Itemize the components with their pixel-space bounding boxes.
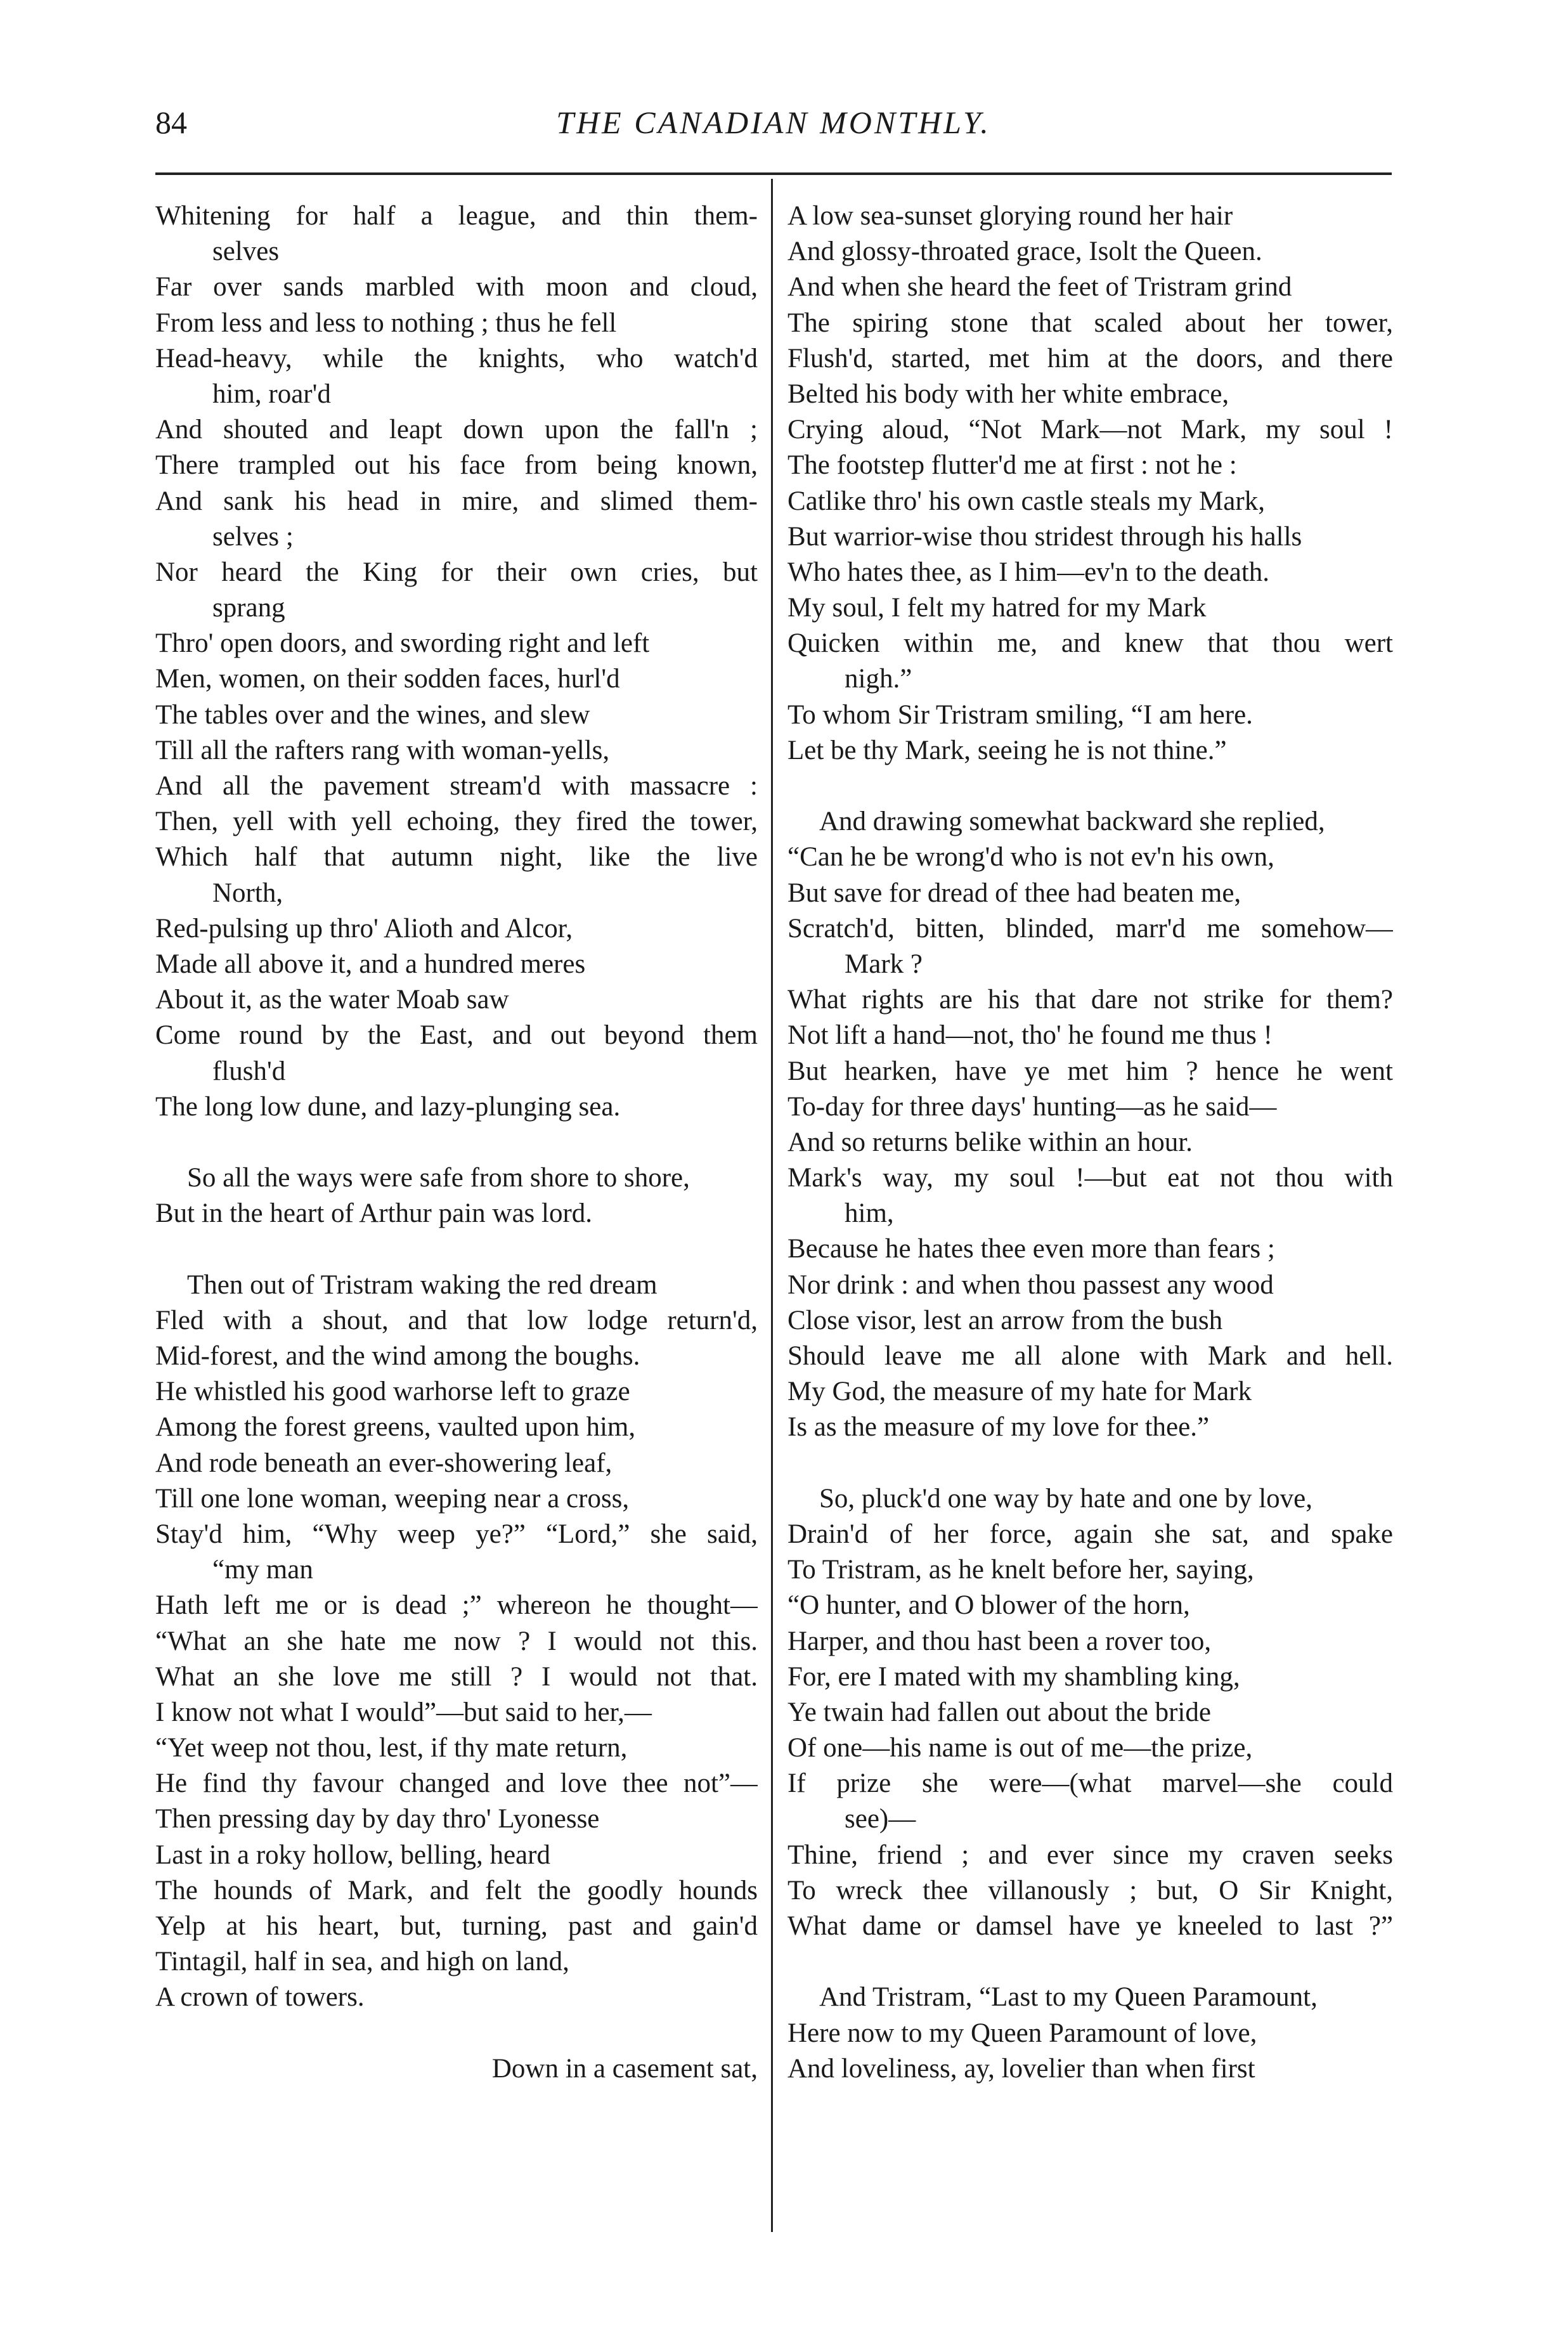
poem-line: A crown of towers. — [155, 1982, 365, 2013]
poem-line: Mark ? — [845, 949, 923, 979]
poem-line: To whom Sir Tristram smiling, “I am here. — [787, 699, 1253, 730]
poem-line: So all the ways were safe from shore to shore, — [187, 1163, 690, 1193]
poem-line: see)— — [845, 1804, 916, 1834]
column-divider — [771, 179, 773, 2232]
poem-line: Mark's way, my soul !—but eat not thou with — [787, 1163, 1393, 1193]
poem-line: “Can he be wrong'd who is not ev'n his own, — [787, 842, 1274, 873]
poem-line: Let be thy Mark, seeing he is not thine.” — [787, 735, 1227, 765]
poem-line: What dame or damsel have ye kneeled to last ?” — [787, 1911, 1393, 1941]
poem-line: The tables over and the wines, and slew — [155, 699, 590, 730]
page-number: 84 — [155, 105, 187, 140]
poem-line: Nor heard the King for their own cries, but — [155, 557, 758, 587]
poem-line: selves ; — [212, 521, 294, 552]
poem-line: Whitening for half a league, and thin them- — [155, 201, 758, 231]
poem-line: Come round by the East, and out beyond them — [155, 1020, 758, 1051]
page-header — [155, 107, 1392, 164]
poem-line: What an she love me still ? I would not that. — [155, 1661, 758, 1692]
poem-line: Till one lone woman, weeping near a cross, — [155, 1483, 630, 1514]
poem-line: Yelp at his heart, but, turning, past and gain'd — [155, 1911, 758, 1941]
poem-line: selves — [212, 237, 280, 267]
poem-line: Catlike thro' his own castle steals my Mark, — [787, 486, 1265, 516]
poem-line: He find thy favour changed and love thee not”— — [155, 1768, 758, 1799]
poem-line: Ye twain had fallen out about the bride — [787, 1697, 1211, 1727]
poem-line: Last in a roky hollow, belling, heard — [155, 1840, 550, 1870]
poem-line: A low sea-sunset glorying round her hair — [787, 201, 1233, 231]
poem-line: And drawing somewhat backward she replied, — [819, 807, 1325, 837]
poem-line: But save for dread of thee had beaten me, — [787, 878, 1241, 908]
poem-line: North, — [212, 878, 283, 908]
poem-line: My soul, I felt my hatred for my Mark — [787, 593, 1207, 623]
poem-line: Hath left me or is dead ;” whereon he thought— — [155, 1590, 758, 1621]
poem-line: Belted his body with her white embrace, — [787, 379, 1229, 409]
stanza-break — [155, 1125, 758, 1160]
poem-line: Should leave me all alone with Mark and hell. — [787, 1341, 1393, 1371]
poem-line: Thro' open doors, and swording right and left — [155, 628, 650, 659]
poem-line: And shouted and leapt down upon the fall'n ; — [155, 415, 758, 445]
poem-line: Who hates thee, as I him—ev'n to the death. — [787, 557, 1270, 587]
poem-line: him, roar'd — [212, 379, 331, 409]
poem-line: “O hunter, and O blower of the horn, — [787, 1590, 1190, 1621]
poem-line: Harper, and thou hast been a rover too, — [787, 1626, 1212, 1656]
poem-line: Crying aloud, “Not Mark—not Mark, my soul ! — [787, 415, 1393, 445]
poem-line: To-day for three days' hunting—as he said— — [787, 1091, 1277, 1122]
poem-line: nigh.” — [845, 664, 912, 694]
poem-line: Tintagil, half in sea, and high on land, — [155, 1947, 569, 1977]
poem-line: Among the forest greens, vaulted upon him, — [155, 1412, 636, 1443]
poem-line: Is as the measure of my love for thee.” — [787, 1412, 1210, 1443]
poem-line: And sank his head in mire, and slimed them- — [155, 486, 758, 516]
poem-line: But hearken, have ye met him ? hence he went — [787, 1056, 1393, 1086]
poem-line: Quicken within me, and knew that thou wert — [787, 628, 1393, 659]
poem-line: Which half that autumn night, like the live — [155, 842, 758, 873]
poem-line: sprang — [212, 593, 285, 623]
poem-line: About it, as the water Moab saw — [155, 985, 509, 1015]
poem-line: Far over sands marbled with moon and cloud, — [155, 272, 758, 302]
poem-line: Head-heavy, while the knights, who watch'd — [155, 343, 758, 373]
poem-line: So, pluck'd one way by hate and one by love, — [819, 1483, 1312, 1514]
right-column — [787, 198, 1393, 2087]
poem-line: Then, yell with yell echoing, they fired the tower, — [155, 807, 758, 837]
poem-line: Red-pulsing up thro' Alioth and Alcor, — [155, 913, 573, 944]
poem-line: My God, the measure of my hate for Mark — [787, 1377, 1252, 1407]
left-column — [155, 198, 758, 2087]
poem-line: But warrior-wise thou stridest through his halls — [787, 521, 1302, 552]
poem-line: Stay'd him, “Why weep ye?” “Lord,” she said, — [155, 1519, 758, 1549]
poem-line: And all the pavement stream'd with massacre : — [155, 771, 758, 801]
poem-line: The hounds of Mark, and felt the goodly hounds — [155, 1875, 758, 1905]
poem-line: Made all above it, and a hundred meres — [155, 949, 586, 979]
stanza-break — [787, 769, 1393, 804]
poem-line: For, ere I mated with my shambling king, — [787, 1661, 1240, 1692]
poem-line: And Tristram, “Last to my Queen Paramount, — [819, 1982, 1318, 2013]
poem-line: But in the heart of Arthur pain was lord. — [155, 1198, 593, 1229]
header-rule — [155, 172, 1392, 175]
poem-line: From less and less to nothing ; thus he fell — [155, 308, 617, 338]
poem-line: Close visor, lest an arrow from the bush — [787, 1305, 1223, 1335]
stanza-break — [155, 1231, 758, 1267]
poem-line: Men, women, on their sodden faces, hurl'd — [155, 664, 620, 694]
poem-line: Then pressing day by day thro' Lyonesse — [155, 1804, 600, 1834]
poem-line: What rights are his that dare not strike for them? — [787, 985, 1393, 1015]
poem-line: Here now to my Queen Paramount of love, — [787, 2018, 1257, 2048]
poem-line: I know not what I would”—but said to her,— — [155, 1697, 652, 1727]
poem-line: “What an she hate me now ? I would not this. — [155, 1626, 758, 1656]
poem-line: Flush'd, started, met him at the doors, and there — [787, 343, 1393, 373]
poem-line: Till all the rafters rang with woman-yells, — [155, 735, 610, 765]
poem-line: Down in a casement sat, — [491, 2053, 758, 2084]
poem-line: Thine, friend ; and ever since my craven seeks — [787, 1840, 1393, 1870]
poem-line: “Yet weep not thou, lest, if thy mate return, — [155, 1733, 628, 1763]
poem-line: And rode beneath an ever-showering leaf, — [155, 1448, 612, 1478]
stanza-break — [155, 2016, 758, 2051]
poem-line: To Tristram, as he knelt before her, saying, — [787, 1555, 1254, 1585]
poem-line: Drain'd of her force, again she sat, and spake — [787, 1519, 1393, 1549]
poem-line: And when she heard the feet of Tristram grind — [787, 272, 1292, 302]
poem-line: And so returns belike within an hour. — [787, 1127, 1193, 1157]
poem-line: If prize she were—(what marvel—she could — [787, 1768, 1393, 1799]
poem-line: flush'd — [212, 1056, 286, 1086]
stanza-break — [787, 1944, 1393, 1980]
poem-line: The footstep flutter'd me at first : not he : — [787, 450, 1237, 481]
poem-line: And loveliness, ay, lovelier than when first — [787, 2053, 1255, 2084]
poem-line: Nor drink : and when thou passest any wood — [787, 1269, 1274, 1300]
poem-line: He whistled his good warhorse left to graze — [155, 1377, 630, 1407]
poem-line: Not lift a hand—not, tho' he found me thus ! — [787, 1020, 1273, 1051]
running-title: THE CANADIAN MONTHLY. — [556, 105, 991, 140]
poem-line: Scratch'd, bitten, blinded, marr'd me somehow— — [787, 913, 1393, 944]
poem-line: him, — [845, 1198, 894, 1229]
poem-line: Then out of Tristram waking the red dream — [187, 1269, 658, 1300]
poem-line: Mid-forest, and the wind among the boughs. — [155, 1341, 640, 1371]
poem-line: There trampled out his face from being known, — [155, 450, 758, 481]
poem-line: The long low dune, and lazy-plunging sea. — [155, 1091, 621, 1122]
poem-line: Of one—his name is out of me—the prize, — [787, 1733, 1253, 1763]
poem-line: Because he hates thee even more than fears ; — [787, 1234, 1275, 1264]
poem-line: The spiring stone that scaled about her tower, — [787, 308, 1393, 338]
poem-line: To wreck thee villanously ; but, O Sir Knight, — [787, 1875, 1393, 1905]
poem-line: And glossy-throated grace, Isolt the Queen. — [787, 237, 1262, 267]
poem-line: Fled with a shout, and that low lodge return'd, — [155, 1305, 758, 1335]
stanza-break — [787, 1446, 1393, 1481]
poem-line: “my man — [212, 1555, 313, 1585]
